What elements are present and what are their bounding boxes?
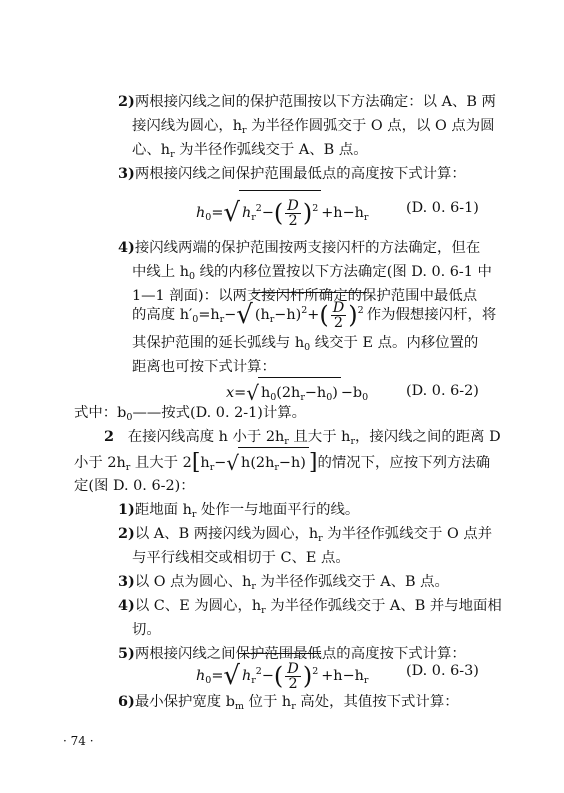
item4-line2: 中线上 $h_0$ 线的内移位置按以下方法确定(图 D. 0. 6-1 中 [132, 264, 492, 282]
item2-line3: 心、$h_r$ 为半径作弧线交于 A、B 点。 [132, 142, 368, 160]
step-3: 3)以 O 点为圆心、$h_r$ 为半径作弧线交于 A、B 点。 [118, 573, 449, 592]
step-2: 2)以 A、B 两接闪线为圆心，$h_r$ 为半径作弧线交于 O 点并 [118, 525, 493, 544]
equation-number-d062: (D. 0. 6-2) [406, 383, 479, 399]
item4-line1: 4)接闪线两端的保护范围按两支接闪杆的方法确定，但在 [118, 239, 481, 256]
item4-line4: 的高度 $h'_0=h_r-√$ $(h_r-h)^2+$( $\frac{D}{2}$ )$^2$ 作为假想接闪杆，将 [132, 292, 496, 337]
para2-line2: 小于 $2h_r$ 且大于 $2[h_r-√$ $h(2h_r-h)$ ]的情况下，应按下列方法确 [74, 447, 490, 482]
step-1: 1)距地面 $h_r$ 处作一与地面平行的线。 [118, 501, 360, 520]
item3-line: 3)两根接闪线之间保护范围最低点的高度按下式计算： [118, 165, 466, 182]
step-4: 4)以 C、E 为圆心，$h_r$ 为半径作弧线交于 A、B 并与地面相 [118, 597, 502, 616]
item6-line: 6)最小保护宽度 $b_m$ 位于 $h_r$ 高处，其值按下式计算： [118, 693, 459, 712]
page-number: · 74 · [63, 734, 94, 748]
item4-line6: 距离也可按下式计算： [132, 359, 276, 375]
equation-number-d063: (D. 0. 6-3) [406, 663, 479, 679]
step-5: 5)两根接闪线之间保护范围最低点的高度按下式计算： [118, 645, 466, 662]
item4-line5: 其保护范围的延长弧线与 $h_0$ 线交于 E 点。内移位置的 [132, 335, 479, 353]
para2-line1: 2 在接闪线高度 h 小于 $2h_r$ 且大于 $h_r$，接闪线之间的距离 D [104, 428, 501, 447]
item2-line2: 接闪线为圆心，$h_r$ 为半径作圆弧交于 O 点，以 O 点为圆 [132, 118, 495, 136]
para2-line3: 定(图 D. 0. 6-2)： [74, 478, 195, 494]
equation-d063: $h_0=√$ $h_r^2-$( $\frac{D}{2}$ )$^2 +h-h_r$ [196, 653, 368, 698]
equation-d062: x=√ $h_0(2h_r-h_0) -b_0$ [226, 377, 368, 412]
equation-number-d061: (D. 0. 6-1) [406, 200, 479, 216]
where-note: 式中：$b_0——$按式(D. 0. 2-1)计算。 [74, 405, 307, 423]
equation-d061: $h_0=√$ $h_r^2-$( $\frac{D}{2}$ )$^2 +h-h_r$ [196, 190, 368, 235]
step-2-cont: 与平行线相交或相切于 C、E 点。 [132, 550, 350, 566]
step-4-cont: 切。 [132, 622, 161, 638]
item2-line1: 2)两根接闪线之间的保护范围按以下方法确定：以 A、B 两 [118, 93, 496, 110]
item4-line3: 1—1 剖面)：以两支接闪杆所确定的保护范围中最低点 [132, 288, 478, 304]
